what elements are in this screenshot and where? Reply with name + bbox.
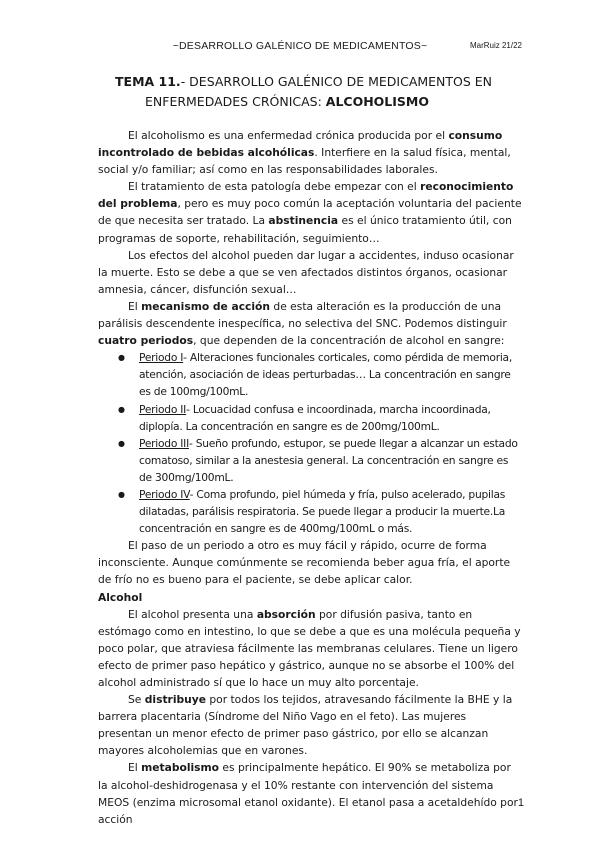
period-label: Periodo IV <box>139 487 190 501</box>
list-item <box>129 401 523 435</box>
bold-run: metabolismo <box>141 761 219 775</box>
period-text: - Sueño profundo, estupor, se puede llegar a alcanzar un estado comatoso, similar a la anestesia general. La concentración en sangre es de 300mg/100mL. <box>139 436 518 484</box>
title-line2 <box>115 92 555 112</box>
text-run: El alcoholismo es una enfermedad crónica producida por el <box>128 129 449 142</box>
bold-run: consumo incontrolado de bebidas alcohólicas <box>98 129 503 160</box>
bold-run: abstinencia <box>268 214 339 228</box>
bold-run: cuatro periodos <box>98 334 194 348</box>
page-header-title: ~DESARROLLO GALÉNICO DE MEDICAMENTOS~ <box>172 40 428 52</box>
paragraph-effects: Los efectos del alcohol pueden dar lugar a accidentes, induso ocasionar la muerte. Esto se debe a que se ven afectados distintos órganos, ocasionar amnesia, cáncer, disfunción sexual… <box>98 248 514 296</box>
bold-run: distribuye <box>144 693 206 707</box>
text-run: El tratamiento de esta patología debe empezar con el <box>128 180 421 194</box>
bold-run: absorción <box>256 607 316 621</box>
text-run: es principalmente hepático. El 90% se metaboliza por la alcohol-deshidrogenasa y el 10% restante con intervención del sistema MEOS (enzima microsomal etanol oxidante). El etanol pasa a acetaldehído por acción <box>98 761 518 826</box>
period-label: Periodo I <box>139 351 184 365</box>
period-text: - Alteraciones funcionales corticales, como pérdida de memoria, atención, asociación de ideas perturbadas… La concentración en sangre es de 100mg/100mL. <box>139 351 513 399</box>
paragraph-absorption <box>98 606 523 691</box>
document-body <box>98 127 523 828</box>
paragraph-distribution <box>98 691 523 759</box>
paragraph-metabolism <box>98 759 523 827</box>
paragraph-mechanism <box>98 298 523 349</box>
periods-list <box>98 349 523 537</box>
list-item <box>129 435 523 486</box>
text-run: por todos los tejidos, atravesando fácilmente la BHE y la barrera placentaria (Síndrome del Niño Vago en el feto). Las mujeres presentan un menor efecto de primer paso gástrico, por ello se alcanzan mayores alcoholemias que en varones. <box>98 693 513 758</box>
period-label: Periodo III <box>139 436 189 450</box>
title-keyword: ALCOHOLISMO <box>325 94 429 109</box>
period-label: Periodo II <box>139 402 187 416</box>
paragraph-transition: El paso de un periodo a otro es muy fácil y rápido, ocurre de forma inconsciente. Aunque comúnmente se recomienda beber agua fría, el aporte de frío no es bueno para el paciente, se debe aplicar calor. <box>98 539 511 587</box>
text-run: por difusión pasiva, tanto en estómago como en intestino, lo que se debe a que es una molécula pequeña y poco polar, que atraviesa fácilmente las membranas celulares. Tiene un ligero efecto de primer paso hepático y gástrico, aunque no se absorbe el 100% del alcohol administrado sí que lo hace un muy alto porcentaje. <box>98 607 521 689</box>
section-heading-alcohol: Alcohol <box>98 590 143 604</box>
period-text: - Locuacidad confusa e incoordinada, marcha incoordinada, diplopía. La concentración en sangre es de 200mg/100mL. <box>139 402 491 433</box>
paragraph-treatment <box>98 178 523 246</box>
text-run: , pero es muy poco común la aceptación voluntaria del paciente de que necesita ser tratado. La <box>98 197 522 228</box>
title-line1: - DESARROLLO GALÉNICO DE MEDICAMENTOS EN <box>180 74 493 89</box>
text-run: Se <box>128 693 145 707</box>
text-run: , que dependen de la concentración de alcohol en sangre: <box>193 334 505 348</box>
title-line2-text: ENFERMEDADES CRÓNICAS: <box>145 94 326 109</box>
page-header-author: MarRuiz 21/22 <box>469 41 522 50</box>
title-prefix: TEMA 11. <box>115 74 181 89</box>
document-title <box>115 72 555 112</box>
bold-run: reconocimiento del problema <box>98 180 514 211</box>
period-text: - Coma profundo, piel húmeda y fría, pulso acelerado, pupilas dilatadas, parálisis respiratoria. Se puede llegar a producir la muerte.La concentración en sangre es de 400mg/100mL o más. <box>139 487 506 536</box>
text-run: El <box>128 761 142 775</box>
text-run: El alcohol presenta una <box>128 607 257 621</box>
text-run: . Interfiere en la salud física, mental, social y/o familiar; así como en las responsabilidades laborales. <box>98 146 511 177</box>
page-number: 1 <box>517 797 524 809</box>
list-item <box>129 349 523 400</box>
text-run: de esta alteración es la producción de una parálisis descendente inespecífica, no selectiva del SNC. Podemos distinguir <box>98 299 507 331</box>
text-run: es el único tratamiento útil, con programas de soporte, rehabilitación, seguimiento… <box>98 214 512 245</box>
paragraph-intro <box>98 127 523 178</box>
list-item <box>129 486 523 537</box>
text-run: El <box>128 299 142 313</box>
bold-run: mecanismo de acción <box>141 299 271 313</box>
